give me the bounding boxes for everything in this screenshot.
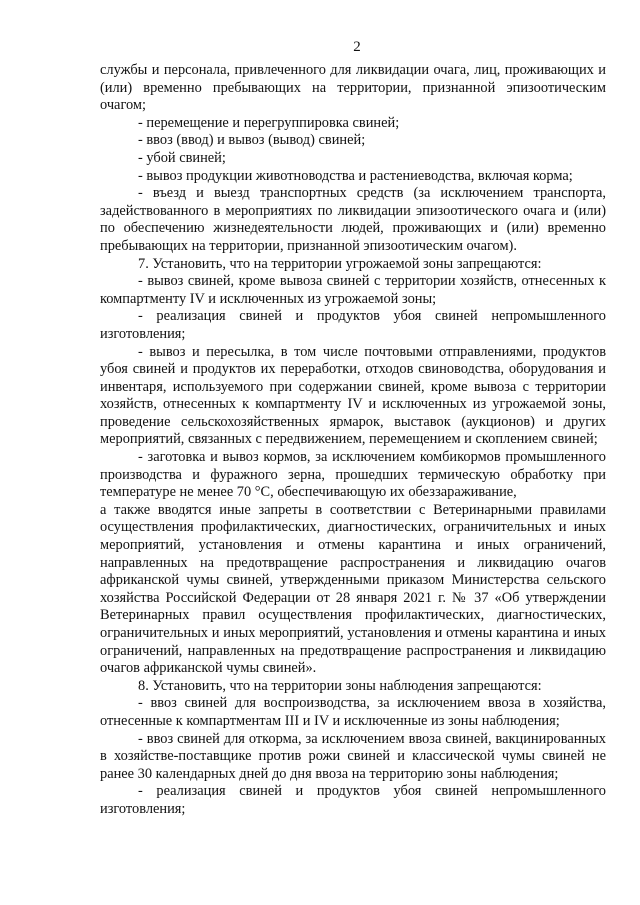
section-heading-8: 8. Установить, что на территории зоны наблюдения запрещаются: (138, 677, 542, 694)
paragraph: а также вводятся иные запреты в соответствии с Ветеринарными правилами осуществления профилактических, диагностических, ограничительных и иных мероприятий, установления и отмены карантина и иных ограничений, направленных на предотвращение распространения и ликвидацию очагов африканской чумы свиней, утвержденными приказом Министерства сельского хозяйства Российской Федерации от 28 января 2021 г. № 37 «Об утверждении Ветеринарных правил осуществления профилактических, диагностических, ограничительных и иных мероприятий, установления и отмены карантина и иных ограничений, направленных на предотвращение распространения и ликвидацию очагов африканской чумы свиней». (100, 501, 606, 677)
list-item: - вывоз свиней, кроме вывоза свиней с территории хозяйств, отнесенных к компартменту IV и исключенных из угрожаемой зоны; (100, 273, 606, 307)
page-number: 2 (353, 39, 361, 55)
paragraph: службы и персонала, привлеченного для ликвидации очага, лиц, проживающих и (или) временно пребывающих на территории, признанной эпизоотическим очагом; (100, 62, 606, 114)
list-item: - убой свиней; (138, 149, 226, 166)
document-body (100, 62, 606, 819)
list-item: - перемещение и перегруппировка свиней; (138, 114, 400, 131)
list-item: - реализация свиней и продуктов убоя свиней непромышленного изготовления; (100, 783, 606, 817)
list-item: - заготовка и вывоз кормов, за исключением комбикормов промышленного производства и фуражного зерна, прошедших термическую обработку при температуре не менее 70 °С, обеспечивающую их обеззараживание, (100, 449, 606, 501)
section-heading-7: 7. Установить, что на территории угрожаемой зоны запрещаются: (138, 255, 542, 272)
list-item: - ввоз свиней для воспроизводства, за исключением ввоза в хозяйства, отнесенные к компартментам III и IV и исключенные из зоны наблюдения; (100, 695, 606, 729)
list-item: - ввоз свиней для откорма, за исключением ввоза свиней, вакцинированных в хозяйстве-поставщике против рожи свиней и классической чумы свиней не ранее 30 календарных дней до дня ввоза на территорию зоны наблюдения; (100, 730, 606, 782)
list-item: - въезд и выезд транспортных средств (за исключением транспорта, задействованного в мероприятиях по ликвидации эпизоотического очага и (или) по обеспечению жизнедеятельности людей, проживающих и (или) временно пребывающих на территории, признанной эпизоотическим очагом). (100, 185, 606, 254)
list-item: - вывоз и пересылка, в том числе почтовыми отправлениями, продуктов убоя свиней и продуктов их переработки, отходов свиноводства, оборудования и инвентаря, используемого при содержании свиней, кроме вывоза с территории хозяйств, отнесенных к компартменту IV и исключенных из угрожаемой зоны, проведение сельскохозяйственных ярмарок, выставок (аукционов) и других мероприятий, связанных с передвижением, перемещением и скоплением свиней; (100, 343, 606, 448)
list-item: - ввоз (ввод) и вывоз (вывод) свиней; (138, 132, 366, 149)
list-item: - вывоз продукции животноводства и растениеводства, включая корма; (138, 167, 573, 184)
list-item: - реализация свиней и продуктов убоя свиней непромышленного изготовления; (100, 308, 606, 342)
